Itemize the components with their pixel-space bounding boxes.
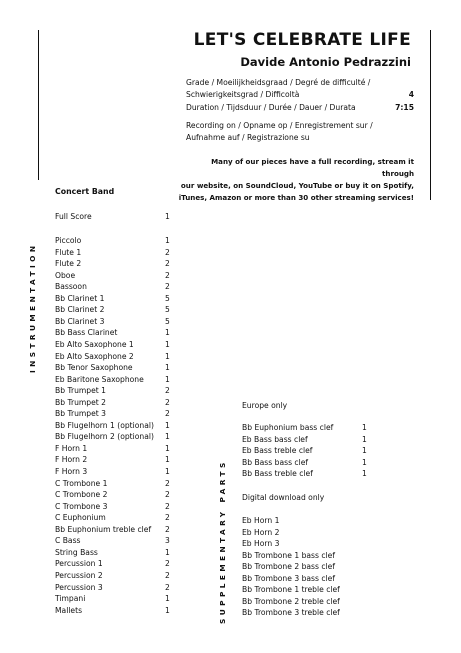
list-item (55, 605, 170, 617)
part-count: 2 (165, 282, 170, 292)
part-count: 2 (165, 259, 170, 269)
list-item (242, 607, 340, 619)
list-item (242, 573, 335, 585)
part-count: 2 (165, 559, 170, 569)
list-item (55, 281, 170, 293)
part-name: Bb Flugelhorn 1 (optional) (55, 420, 154, 430)
part-count: 1 (165, 443, 170, 453)
list-item (242, 422, 367, 434)
part-name: F Horn 2 (55, 455, 88, 465)
part-count: 1 (362, 446, 367, 456)
part-name: Bb Trumpet 3 (55, 409, 107, 419)
piece-title: LET'S CELEBRATE LIFE (193, 30, 411, 50)
list-item (55, 558, 170, 570)
part-name: Bb Bass treble clef (242, 469, 313, 479)
part-count: 2 (165, 247, 170, 257)
part-count: 1 (165, 374, 170, 384)
streaming-note (178, 156, 414, 204)
part-count: 1 (165, 236, 170, 245)
part-name: C Trombone 3 (55, 501, 108, 511)
list-item (55, 593, 170, 605)
list-item (242, 584, 340, 596)
list-item (242, 457, 367, 469)
left-vertical-rule (38, 30, 39, 180)
list-item (55, 351, 170, 363)
list-item (55, 408, 170, 420)
part-count: 5 (165, 293, 170, 303)
list-item (55, 501, 170, 513)
list-item (242, 445, 367, 457)
list-item (55, 374, 170, 386)
part-count: 1 (362, 434, 367, 444)
recording-line1: Recording on / Opname op / Enregistrement sur / (186, 121, 373, 130)
part-name: F Horn 1 (55, 443, 88, 453)
score-count: 1 (165, 212, 170, 221)
part-count: 2 (165, 570, 170, 580)
instrumentation-side-label: INSTRUMENTATION (28, 242, 37, 373)
part-name: Eb Bass treble clef (242, 446, 313, 456)
list-item (242, 538, 279, 550)
part-count: 2 (165, 397, 170, 407)
part-name: Bb Bass bass clef (242, 457, 309, 467)
part-count: 1 (165, 455, 170, 465)
list-item (55, 293, 170, 305)
part-count: 2 (165, 478, 170, 488)
part-count: 3 (165, 536, 170, 546)
list-item (55, 547, 170, 559)
part-name: Percussion 2 (55, 570, 103, 580)
list-item (55, 524, 170, 536)
list-item (55, 339, 170, 351)
list-item (55, 478, 170, 490)
duration-info (186, 102, 414, 114)
part-name: Bb Trombone 1 bass clef (242, 550, 336, 560)
list-item (55, 397, 170, 409)
part-name: Oboe (55, 270, 76, 280)
part-name: Bassoon (55, 282, 87, 292)
part-count: 2 (165, 524, 170, 534)
recording-info (186, 120, 414, 143)
part-count: 2 (165, 501, 170, 511)
part-count: 5 (165, 305, 170, 315)
list-item (55, 582, 170, 594)
part-name: Bb Bass Clarinet (55, 328, 118, 338)
part-name: Bb Trombone 3 treble clef (242, 608, 340, 617)
duration-label: Duration / Tijdsduur / Durée / Dauer / Durata (186, 103, 356, 112)
recording-line2: Aufnahme auf / Registrazione su (186, 132, 310, 142)
part-name: Bb Tenor Saxophone (55, 363, 133, 373)
list-item (55, 454, 170, 466)
part-count: 2 (165, 582, 170, 592)
part-name: Eb Baritone Saxophone (55, 374, 144, 384)
part-count: 2 (165, 386, 170, 396)
part-count: 1 (165, 351, 170, 361)
part-count: 1 (165, 328, 170, 338)
list-item (242, 515, 279, 527)
grade-label-line2: Schwierigkeitsgrad / Difficoltà (186, 89, 300, 99)
part-name: Bb Euphonium bass clef (242, 423, 334, 432)
duration-value: 7:15 (395, 103, 414, 112)
part-name: C Trombone 2 (55, 490, 108, 500)
part-name: C Bass (55, 536, 81, 546)
part-count: 1 (165, 363, 170, 373)
part-count: 1 (165, 547, 170, 557)
part-count: 1 (165, 420, 170, 430)
part-name: Flute 2 (55, 259, 82, 269)
streaming-note-line1: Many of our pieces have a full recording, stream it through (211, 157, 414, 178)
list-item (55, 258, 170, 270)
grade-value: 4 (408, 89, 414, 99)
part-name: Mallets (55, 605, 83, 615)
part-count: 1 (362, 469, 367, 479)
part-name: C Euphonium (55, 513, 106, 523)
supplementary-side-label: SUPPLEMENTARY PARTS (218, 459, 227, 624)
part-count: 1 (165, 432, 170, 442)
part-name: Bb Trumpet 1 (55, 386, 107, 396)
grade-info (186, 77, 414, 100)
list-item (55, 431, 170, 443)
part-name: C Trombone 1 (55, 478, 108, 488)
list-item (55, 466, 170, 478)
list-item (55, 270, 170, 282)
list-item (55, 570, 170, 582)
list-item (55, 385, 170, 397)
part-count: 2 (165, 409, 170, 419)
part-count: 1 (165, 605, 170, 615)
part-name: Bb Flugelhorn 2 (optional) (55, 432, 154, 442)
part-name: Percussion 3 (55, 582, 103, 592)
part-count: 5 (165, 316, 170, 326)
part-name: Bb Trumpet 2 (55, 397, 107, 407)
list-item (55, 535, 170, 547)
part-count: 2 (165, 270, 170, 280)
part-name: Bb Clarinet 3 (55, 316, 105, 326)
list-item (55, 304, 170, 316)
part-count: 1 (362, 457, 367, 467)
list-item (242, 468, 367, 480)
score-name: Full Score (55, 212, 92, 221)
list-item (55, 235, 170, 247)
part-name: Eb Horn 2 (242, 527, 280, 537)
part-name: Bb Trombone 2 bass clef (242, 562, 336, 571)
part-name: Bb Clarinet 2 (55, 305, 105, 315)
list-item (55, 443, 170, 455)
streaming-note-line3: iTunes, Amazon or more than 30 other streaming services! (178, 193, 414, 202)
list-item (55, 489, 170, 501)
part-count: 1 (165, 594, 170, 604)
part-count: 1 (165, 339, 170, 349)
list-item (55, 247, 170, 259)
part-name: Percussion 1 (55, 559, 103, 569)
part-name: Flute 1 (55, 247, 82, 257)
streaming-note-line2: our website, on SoundCloud, YouTube or buy it on Spotify, (180, 181, 414, 190)
part-name: Eb Alto Saxophone 1 (55, 339, 134, 349)
part-name: Eb Alto Saxophone 2 (55, 351, 134, 361)
right-vertical-rule (430, 30, 431, 200)
part-name: Eb Bass bass clef (242, 434, 308, 444)
list-item (242, 527, 279, 539)
part-name: Timpani (55, 594, 86, 604)
part-name: String Bass (55, 547, 98, 557)
europe-only-heading: Europe only (242, 401, 288, 410)
part-name: Eb Horn 1 (242, 516, 280, 525)
list-item (55, 512, 170, 524)
grade-label-line1: Grade / Moeilijkheidsgraad / Degré de difficulté / (186, 78, 371, 87)
part-name: Bb Clarinet 1 (55, 293, 105, 303)
digital-only-heading: Digital download only (242, 493, 325, 502)
part-count: 2 (165, 490, 170, 500)
list-item (242, 550, 335, 562)
list-item (55, 327, 170, 339)
part-name: Eb Horn 3 (242, 539, 280, 548)
part-count: 2 (165, 513, 170, 523)
part-name: Bb Euphonium treble clef (55, 524, 152, 534)
score-row (55, 211, 170, 223)
list-item (55, 316, 170, 328)
list-item (242, 434, 367, 446)
part-count: 1 (165, 467, 170, 476)
part-name: Piccolo (55, 236, 82, 245)
list-item (242, 596, 340, 608)
part-name: Bb Trombone 1 treble clef (242, 585, 340, 594)
list-item (55, 420, 170, 432)
ensemble-heading: Concert Band (55, 187, 115, 196)
part-name: Bb Trombone 2 treble clef (242, 596, 340, 606)
composer-name: Davide Antonio Pedrazzini (240, 55, 411, 69)
list-item (242, 561, 335, 573)
part-name: F Horn 3 (55, 467, 88, 476)
part-name: Bb Trombone 3 bass clef (242, 573, 336, 583)
part-count: 1 (362, 423, 367, 432)
list-item (55, 362, 170, 374)
